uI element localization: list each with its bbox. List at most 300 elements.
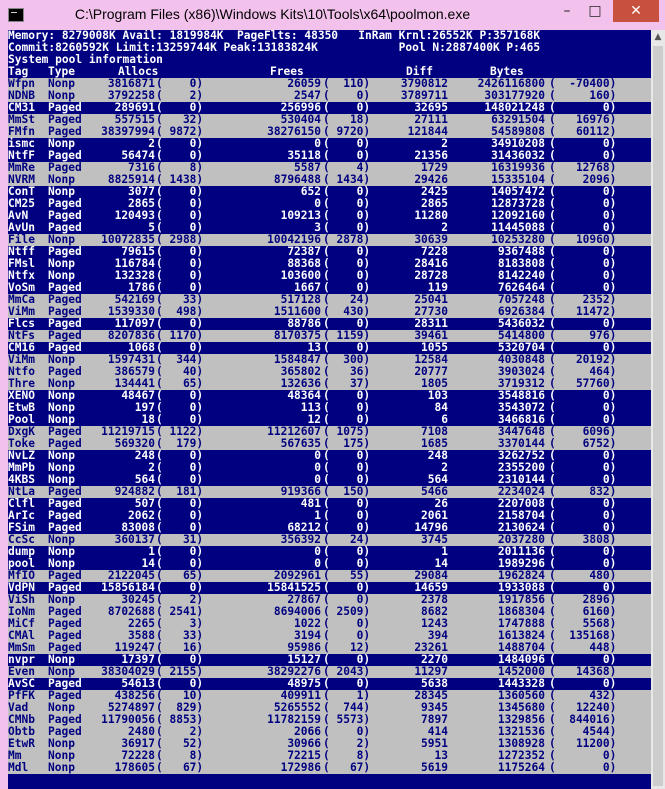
allocs-delta-cell: ( 344) xyxy=(156,353,204,366)
tag-cell: FMsl xyxy=(8,257,35,270)
diff-cell: 5951 xyxy=(421,737,448,750)
bytes-delta-cell: ( 0) xyxy=(549,521,617,534)
bytes-delta-cell: ( 0) xyxy=(549,185,617,198)
allocs-cell: 48467 xyxy=(121,389,155,402)
diff-cell: 2 xyxy=(441,221,448,234)
diff-cell: 2061 xyxy=(421,509,448,522)
diff-cell: 2378 xyxy=(421,593,448,606)
allocs-cell: 11219715 xyxy=(101,425,155,438)
type-cell: Nonp xyxy=(48,353,75,366)
allocs-cell: 2 xyxy=(148,461,155,474)
bytes-cell: 1360560 xyxy=(497,689,545,702)
bytes-delta-cell: ( 0) xyxy=(549,197,617,210)
frees-delta-cell: ( 67) xyxy=(323,761,371,774)
diff-cell: 5466 xyxy=(421,485,448,498)
frees-delta-cell: ( 0) xyxy=(323,557,371,570)
bytes-delta-cell: ( 135168) xyxy=(549,629,617,642)
type-cell: Nonp xyxy=(48,593,75,606)
bytes-cell: 1917856 xyxy=(497,593,545,606)
allocs-delta-cell: ( 2155) xyxy=(156,665,204,678)
frees-cell: 2547 xyxy=(294,89,321,102)
diff-cell: 6 xyxy=(441,413,448,426)
frees-cell: 652 xyxy=(300,185,321,198)
bytes-delta-cell: ( 2896) xyxy=(549,593,617,606)
bytes-cell: 54589808 xyxy=(491,125,545,138)
diff-cell: 2865 xyxy=(421,197,448,210)
allocs-delta-cell: ( 2988) xyxy=(156,233,204,246)
tag-cell: Clfl xyxy=(8,497,35,510)
frees-cell: 38276150 xyxy=(267,125,321,138)
diff-cell: 9345 xyxy=(421,701,448,714)
type-cell: Paged xyxy=(48,725,82,738)
diff-cell: 28311 xyxy=(414,317,448,330)
bytes-cell: 3719312 xyxy=(497,377,545,390)
diff-cell: 28728 xyxy=(414,269,448,282)
frees-cell: 15127 xyxy=(287,653,321,666)
type-cell: Nonp xyxy=(48,77,75,90)
allocs-cell: 2122045 xyxy=(107,569,155,582)
allocs-cell: 8207836 xyxy=(107,329,155,342)
bytes-cell: 6926384 xyxy=(497,305,545,318)
tag-cell: FSim xyxy=(8,521,35,534)
type-cell: Paged xyxy=(48,641,82,654)
frees-delta-cell: ( 0) xyxy=(323,245,371,258)
frees-cell: 12 xyxy=(307,413,321,426)
diff-cell: 21356 xyxy=(414,149,448,162)
type-cell: Paged xyxy=(48,209,82,222)
frees-cell: 3194 xyxy=(294,629,321,642)
frees-cell: 88368 xyxy=(287,257,321,270)
bytes-delta-cell: ( 0) xyxy=(549,545,617,558)
bytes-delta-cell: ( 20192) xyxy=(549,353,617,366)
frees-delta-cell: ( 0) xyxy=(323,653,371,666)
type-cell: Paged xyxy=(48,437,82,450)
frees-delta-cell: ( 0) xyxy=(323,581,371,594)
allocs-cell: 5274897 xyxy=(107,701,155,714)
allocs-cell: 7316 xyxy=(128,161,155,174)
type-cell: Nonp xyxy=(48,461,75,474)
bytes-delta-cell: ( 0) xyxy=(549,653,617,666)
frees-cell: 3 xyxy=(314,221,321,234)
bytes-delta-cell: ( 0) xyxy=(549,581,617,594)
frees-cell: 11212607 xyxy=(267,425,321,438)
bytes-cell: 1321536 xyxy=(497,725,545,738)
bytes-delta-cell: ( 16976) xyxy=(549,113,617,126)
allocs-cell: 117097 xyxy=(114,317,155,330)
frees-cell: 38292276 xyxy=(267,665,321,678)
allocs-cell: 289691 xyxy=(114,101,155,114)
frees-cell: 48975 xyxy=(287,677,321,690)
type-cell: Paged xyxy=(48,305,82,318)
tag-cell: FMfn xyxy=(8,125,35,138)
bytes-delta-cell: ( 0) xyxy=(549,281,617,294)
allocs-cell: 507 xyxy=(134,497,155,510)
type-cell: Nonp xyxy=(48,257,75,270)
allocs-cell: 72228 xyxy=(121,749,155,762)
allocs-cell: 924882 xyxy=(114,485,155,498)
tag-cell: MfIO xyxy=(8,569,35,582)
diff-cell: 26 xyxy=(434,497,448,510)
frees-cell: 365802 xyxy=(280,365,321,378)
bytes-cell: 1747888 xyxy=(497,617,545,630)
bytes-cell: 1329856 xyxy=(497,713,545,726)
bytes-delta-cell: ( 0) xyxy=(549,245,617,258)
bytes-cell: 1308928 xyxy=(497,737,545,750)
allocs-delta-cell: ( 0) xyxy=(156,137,204,150)
bytes-cell: 1613824 xyxy=(497,629,545,642)
frees-cell: 0 xyxy=(314,473,321,486)
allocs-delta-cell: ( 0) xyxy=(156,557,204,570)
bytes-cell: 303177920 xyxy=(484,89,545,102)
tag-cell: MmCa xyxy=(8,293,35,306)
diff-cell: 25041 xyxy=(414,293,448,306)
frees-delta-cell: ( 110) xyxy=(323,77,371,90)
type-cell: Nonp xyxy=(48,665,75,678)
bytes-delta-cell: ( 6752) xyxy=(549,437,617,450)
allocs-delta-cell: ( 0) xyxy=(156,521,204,534)
tag-cell: Even xyxy=(8,665,35,678)
allocs-cell: 542169 xyxy=(114,293,155,306)
diff-cell: 20777 xyxy=(414,365,448,378)
bytes-cell: 12873728 xyxy=(491,197,545,210)
frees-delta-cell: ( 8) xyxy=(323,749,371,762)
frees-cell: 95986 xyxy=(287,641,321,654)
vertical-scrollbar[interactable] xyxy=(651,30,665,789)
frees-delta-cell: ( 1159) xyxy=(323,329,371,342)
bytes-delta-cell: ( 6096) xyxy=(549,425,617,438)
frees-delta-cell: ( 0) xyxy=(323,725,371,738)
type-cell: Nonp xyxy=(48,449,75,462)
frees-delta-cell: ( 0) xyxy=(323,317,371,330)
frees-delta-cell: ( 1075) xyxy=(323,425,371,438)
frees-cell: 15841525 xyxy=(267,581,321,594)
bytes-delta-cell: ( 0) xyxy=(549,317,617,330)
type-cell: Nonp xyxy=(48,749,75,762)
type-cell: Paged xyxy=(48,521,82,534)
type-cell: Paged xyxy=(48,689,82,702)
allocs-delta-cell: ( 2) xyxy=(156,89,204,102)
allocs-delta-cell: ( 0) xyxy=(156,197,204,210)
allocs-cell: 83008 xyxy=(121,521,155,534)
type-cell: Nonp xyxy=(48,233,75,246)
allocs-delta-cell: ( 65) xyxy=(156,377,204,390)
bytes-delta-cell: ( 844016) xyxy=(549,713,617,726)
frees-delta-cell: ( 0) xyxy=(323,197,371,210)
frees-delta-cell: ( 0) xyxy=(323,545,371,558)
type-cell: Paged xyxy=(48,329,82,342)
frees-cell: 26059 xyxy=(287,77,321,90)
allocs-delta-cell: ( 0) xyxy=(156,245,204,258)
diff-cell: 5638 xyxy=(421,677,448,690)
tag-cell: File xyxy=(8,233,35,246)
allocs-delta-cell: ( 16) xyxy=(156,641,204,654)
allocs-cell: 2865 xyxy=(128,197,155,210)
title-bar[interactable] xyxy=(0,0,665,30)
bytes-cell: 2158704 xyxy=(497,509,545,522)
close-button[interactable]: ✕ xyxy=(613,0,659,22)
diff-cell: 2425 xyxy=(421,185,448,198)
diff-cell: 394 xyxy=(427,629,448,642)
frees-delta-cell: ( 4) xyxy=(323,161,371,174)
tag-cell: Obtb xyxy=(8,725,35,738)
table-row xyxy=(8,762,651,774)
frees-delta-cell: ( 18) xyxy=(323,113,371,126)
frees-cell: 530404 xyxy=(280,113,321,126)
tag-cell: ArIc xyxy=(8,509,35,522)
allocs-delta-cell: ( 0) xyxy=(156,209,204,222)
allocs-delta-cell: ( 0) xyxy=(156,473,204,486)
frees-delta-cell: ( 0) xyxy=(323,257,371,270)
diff-cell: 32695 xyxy=(414,101,448,114)
tag-cell: CMAl xyxy=(8,629,35,642)
bytes-cell: 3903024 xyxy=(497,365,545,378)
frees-cell: 256996 xyxy=(280,101,321,114)
bytes-delta-cell: ( 3808) xyxy=(549,533,617,546)
tag-cell: nvpr xyxy=(8,653,35,666)
allocs-delta-cell: ( 0) xyxy=(156,581,204,594)
frees-delta-cell: ( 0) xyxy=(323,221,371,234)
frees-delta-cell: ( 9720) xyxy=(323,125,371,138)
tag-cell: AvN xyxy=(8,209,29,222)
frees-delta-cell: ( 55) xyxy=(323,569,371,582)
allocs-cell: 2480 xyxy=(128,725,155,738)
bytes-cell: 11445088 xyxy=(491,221,545,234)
allocs-delta-cell: ( 2541) xyxy=(156,605,204,618)
allocs-delta-cell: ( 0) xyxy=(156,461,204,474)
frees-delta-cell: ( 0) xyxy=(323,629,371,642)
frees-cell: 0 xyxy=(314,197,321,210)
allocs-delta-cell: ( 1438) xyxy=(156,173,204,186)
bytes-delta-cell: ( 464) xyxy=(549,365,617,378)
commit-summary-line: Commit:8260592K Limit:13259744K Peak:13183824K Pool N:2887400K P:465 xyxy=(8,41,541,54)
type-cell: Paged xyxy=(48,161,82,174)
bytes-delta-cell: ( 0) xyxy=(549,761,617,774)
frees-cell: 72215 xyxy=(287,749,321,762)
frees-cell: 10042196 xyxy=(267,233,321,246)
tag-cell: CcSc xyxy=(8,533,35,546)
bytes-delta-cell: ( 11472) xyxy=(549,305,617,318)
scrollbar-thumb[interactable] xyxy=(653,46,663,786)
minimize-button[interactable]: – xyxy=(563,3,571,19)
tag-cell: MiCf xyxy=(8,617,35,630)
bytes-cell: 148021248 xyxy=(484,101,545,114)
bytes-delta-cell: ( 0) xyxy=(549,269,617,282)
allocs-cell: 8825914 xyxy=(107,173,155,186)
type-cell: Paged xyxy=(48,341,82,354)
allocs-delta-cell: ( 2) xyxy=(156,593,204,606)
frees-delta-cell: ( 0) xyxy=(323,473,371,486)
bytes-delta-cell: ( 480) xyxy=(549,569,617,582)
bytes-cell: 1933088 xyxy=(497,581,545,594)
allocs-delta-cell: ( 40) xyxy=(156,365,204,378)
tag-cell: Wfpn xyxy=(8,77,35,90)
diff-cell: 1729 xyxy=(421,161,448,174)
bytes-delta-cell: ( 448) xyxy=(549,641,617,654)
bytes-cell: 3370144 xyxy=(497,437,545,450)
tag-cell: EtwR xyxy=(8,737,35,750)
type-cell: Nonp xyxy=(48,533,75,546)
bytes-cell: 1868304 xyxy=(497,605,545,618)
tag-cell: CM31 xyxy=(8,101,35,114)
allocs-delta-cell: ( 0) xyxy=(156,545,204,558)
frees-delta-cell: ( 2878) xyxy=(323,233,371,246)
diff-cell: 564 xyxy=(427,473,448,486)
tag-cell: Mm xyxy=(8,749,22,762)
tag-cell: AvUn xyxy=(8,221,35,234)
bytes-cell: 2234024 xyxy=(497,485,545,498)
bytes-cell: 14057472 xyxy=(491,185,545,198)
type-cell: Nonp xyxy=(48,545,75,558)
allocs-delta-cell: ( 0) xyxy=(156,413,204,426)
tag-cell: Toke xyxy=(8,437,35,450)
frees-delta-cell: ( 0) xyxy=(323,449,371,462)
bytes-cell: 1484096 xyxy=(497,653,545,666)
bytes-delta-cell: ( 60112) xyxy=(549,125,617,138)
type-cell: Paged xyxy=(48,485,82,498)
frees-delta-cell: ( 36) xyxy=(323,365,371,378)
allocs-delta-cell: ( 498) xyxy=(156,305,204,318)
allocs-delta-cell: ( 829) xyxy=(156,701,204,714)
allocs-delta-cell: ( 67) xyxy=(156,761,204,774)
allocs-cell: 30245 xyxy=(121,593,155,606)
tag-cell: dump xyxy=(8,545,35,558)
tag-cell: ismc xyxy=(8,137,35,150)
allocs-cell: 1539330 xyxy=(107,305,155,318)
allocs-delta-cell: ( 3) xyxy=(156,617,204,630)
frees-cell: 1022 xyxy=(294,617,321,630)
column-bytes: Bytes xyxy=(490,65,524,78)
bytes-delta-cell: ( 0) xyxy=(549,149,617,162)
tag-cell: Ntfx xyxy=(8,269,35,282)
tag-cell: Ntfo xyxy=(8,365,35,378)
bytes-delta-cell: ( 4544) xyxy=(549,725,617,738)
diff-cell: 1243 xyxy=(421,617,448,630)
bytes-delta-cell: ( 0) xyxy=(549,677,617,690)
frees-delta-cell: ( 0) xyxy=(323,593,371,606)
column-allocs: Allocs xyxy=(118,65,159,78)
bytes-delta-cell: ( 0) xyxy=(549,473,617,486)
tag-cell: DxgK xyxy=(8,425,35,438)
bytes-delta-cell: ( 0) xyxy=(549,341,617,354)
frees-cell: 72387 xyxy=(287,245,321,258)
allocs-cell: 14 xyxy=(141,557,155,570)
bytes-cell: 1443328 xyxy=(497,677,545,690)
allocs-delta-cell: ( 0) xyxy=(156,149,204,162)
bytes-cell: 2011136 xyxy=(497,545,545,558)
diff-cell: 2 xyxy=(441,461,448,474)
bytes-cell: 1452000 xyxy=(497,665,545,678)
type-cell: Nonp xyxy=(48,269,75,282)
tag-cell: ViMm xyxy=(8,305,35,318)
maximize-button[interactable]: □ xyxy=(588,3,602,19)
allocs-cell: 564 xyxy=(134,473,155,486)
allocs-delta-cell: ( 0) xyxy=(156,653,204,666)
diff-cell: 14 xyxy=(434,557,448,570)
diff-cell: 39461 xyxy=(414,329,448,342)
bytes-delta-cell: ( 14368) xyxy=(549,665,617,678)
tag-cell: IoNm xyxy=(8,605,35,618)
type-cell: Nonp xyxy=(48,389,75,402)
console-output[interactable] xyxy=(8,30,651,789)
allocs-delta-cell: ( 1122) xyxy=(156,425,204,438)
tag-cell: Vad xyxy=(8,701,29,714)
tag-cell: Ntff xyxy=(8,245,35,258)
allocs-cell: 557515 xyxy=(114,113,155,126)
frees-delta-cell: ( 0) xyxy=(323,185,371,198)
allocs-delta-cell: ( 8) xyxy=(156,161,204,174)
allocs-cell: 120493 xyxy=(114,209,155,222)
allocs-delta-cell: ( 0) xyxy=(156,497,204,510)
tag-cell: MmSt xyxy=(8,113,35,126)
diff-cell: 29084 xyxy=(414,569,448,582)
diff-cell: 3789711 xyxy=(400,89,448,102)
frees-delta-cell: ( 2509) xyxy=(323,605,371,618)
tag-cell: AvSC xyxy=(8,677,35,690)
frees-cell: 8796488 xyxy=(273,173,321,186)
bytes-cell: 16319936 xyxy=(491,161,545,174)
tag-cell: NtLa xyxy=(8,485,35,498)
type-cell: Nonp xyxy=(48,653,75,666)
allocs-cell: 119247 xyxy=(114,641,155,654)
frees-cell: 0 xyxy=(314,449,321,462)
tag-cell: NDNB xyxy=(8,89,35,102)
allocs-delta-cell: ( 179) xyxy=(156,437,204,450)
bytes-delta-cell: ( 0) xyxy=(549,389,617,402)
allocs-delta-cell: ( 0) xyxy=(156,509,204,522)
allocs-delta-cell: ( 52) xyxy=(156,737,204,750)
allocs-delta-cell: ( 181) xyxy=(156,485,204,498)
allocs-delta-cell: ( 0) xyxy=(156,341,204,354)
bytes-cell: 3447648 xyxy=(497,425,545,438)
frees-cell: 5587 xyxy=(294,161,321,174)
column-diff: Diff xyxy=(406,65,433,78)
frees-delta-cell: ( 0) xyxy=(323,269,371,282)
bytes-cell: 34910208 xyxy=(491,137,545,150)
allocs-cell: 56474 xyxy=(121,149,155,162)
tag-cell: MmSm xyxy=(8,641,35,654)
allocs-cell: 2265 xyxy=(128,617,155,630)
allocs-delta-cell: ( 9872) xyxy=(156,125,204,138)
type-cell: Paged xyxy=(48,245,82,258)
type-cell: Nonp xyxy=(48,557,75,570)
scroll-up-arrow-icon[interactable]: ▲ xyxy=(654,32,662,42)
diff-cell: 14796 xyxy=(414,521,448,534)
allocs-cell: 132328 xyxy=(114,269,155,282)
frees-delta-cell: ( 2043) xyxy=(323,665,371,678)
type-cell: Paged xyxy=(48,425,82,438)
diff-cell: 121844 xyxy=(407,125,448,138)
allocs-cell: 1597431 xyxy=(107,353,155,366)
bytes-delta-cell: ( 0) xyxy=(549,749,617,762)
frees-delta-cell: ( 5573) xyxy=(323,713,371,726)
allocs-cell: 3588 xyxy=(128,629,155,642)
type-cell: Nonp xyxy=(48,413,75,426)
bytes-delta-cell: ( 0) xyxy=(549,557,617,570)
tag-cell: NtfF xyxy=(8,149,35,162)
tag-cell: 4KBS xyxy=(8,473,35,486)
allocs-delta-cell: ( 0) xyxy=(156,449,204,462)
allocs-cell: 17397 xyxy=(121,653,155,666)
frees-cell: 68212 xyxy=(287,521,321,534)
allocs-delta-cell: ( 0) xyxy=(156,101,204,114)
type-cell: Nonp xyxy=(48,137,75,150)
allocs-delta-cell: ( 0) xyxy=(156,221,204,234)
bytes-cell: 63291504 xyxy=(491,113,545,126)
bytes-delta-cell: ( 0) xyxy=(549,137,617,150)
type-cell: Paged xyxy=(48,629,82,642)
frees-delta-cell: ( 0) xyxy=(323,401,371,414)
frees-cell: 172986 xyxy=(280,761,321,774)
